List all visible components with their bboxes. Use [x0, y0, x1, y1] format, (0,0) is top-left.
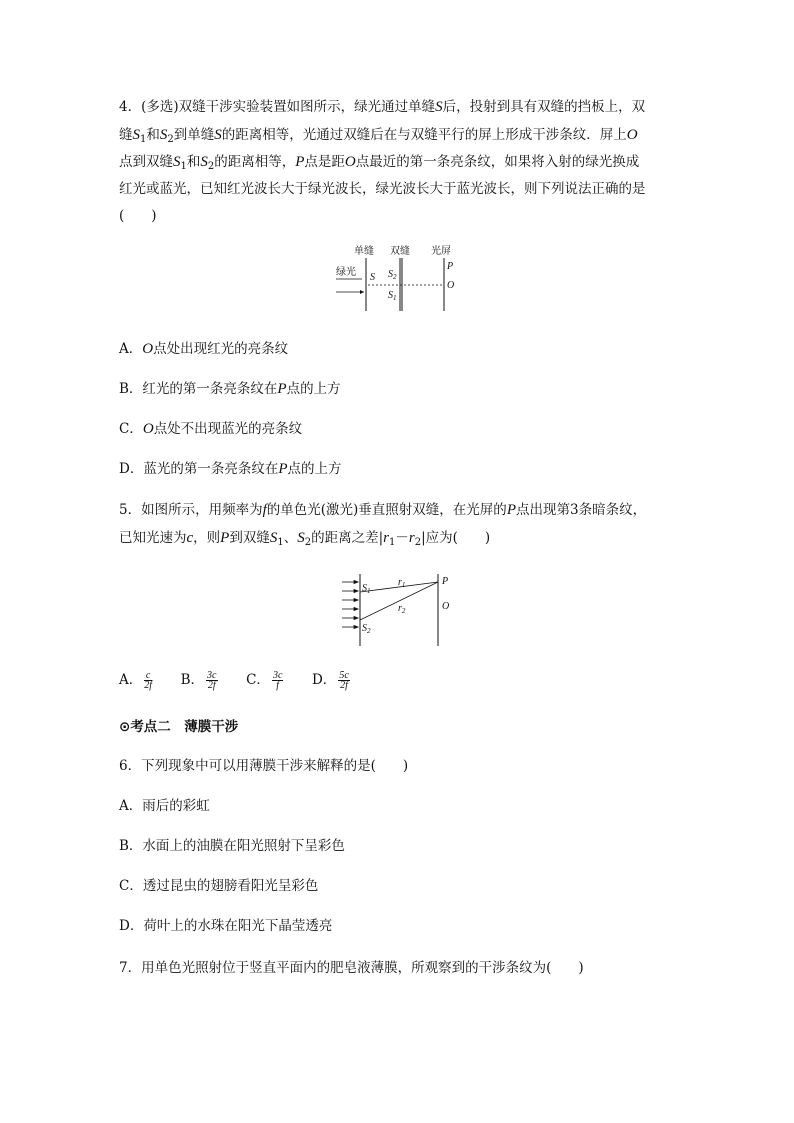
label-S: S — [370, 272, 375, 283]
q4-double-slit-diagram — [330, 240, 470, 315]
arrow-head — [360, 290, 364, 294]
q5-option-d[interactable]: D． $\frac{5c}{2f}$ — [311, 670, 349, 691]
label-r1: $r_1$ — [398, 577, 406, 589]
label-double-slit: 双缝 — [390, 246, 410, 257]
label-screen: 光屏 — [431, 246, 451, 257]
label-S1: S — [362, 583, 367, 594]
q4-option-b[interactable]: B．红光的第一条亮条纹在P点的上方 — [119, 381, 341, 397]
label-P: P — [442, 576, 449, 587]
q5-option-a[interactable]: A． $\frac{c}{2f}$ — [119, 670, 153, 691]
q4-line-5: ( ) — [119, 208, 157, 224]
q6-option-a[interactable]: A．雨后的彩虹 — [119, 798, 210, 814]
q6-option-c[interactable]: C．透过昆虫的翅膀看阳光呈彩色 — [119, 878, 319, 894]
q4-line-2: 缝$S_1$和$S_2$到单缝S的距离相等，光通过双缝后在与双缝平行的屏上形成干涉条纹．屏上O — [119, 127, 638, 145]
q5-option-c[interactable]: C． $\frac{3c}{f}$ — [246, 670, 283, 691]
section-title: 考点二 薄膜干涉 — [130, 719, 239, 735]
label-r2: $r_2$ — [398, 603, 406, 615]
label-S1: $S_1$ — [388, 290, 397, 302]
q4-option-c[interactable]: C．O点处不出现蓝光的亮条纹 — [119, 421, 303, 437]
q6-option-d[interactable]: D．荷叶上的水珠在阳光下晶莹透亮 — [119, 918, 333, 934]
q4-option-a[interactable]: A．O点处出现红光的亮条纹 — [119, 341, 289, 357]
label-S2: $S_2$ — [362, 623, 371, 635]
section-heading — [119, 715, 238, 735]
q4-line-4: 红光或蓝光，已知红光波长大于绿光波长，绿光波长大于蓝光波长，则下列说法正确的是 — [119, 181, 646, 197]
label-O: O — [442, 601, 450, 612]
q4-line-3: 点到双缝$S_1$和$S_2$的距离相等，P点是距O点最近的第一条亮条纹，如果将入射的绿光换成 — [119, 154, 640, 172]
target-icon: ⊙ — [119, 719, 131, 735]
q7-stem: 7．用单色光照射位于竖直平面内的肥皂液薄膜，所观察到的干涉条纹为( ) — [119, 960, 584, 976]
q5-line-1: 5．如图所示，用频率为f的单色光(激光)垂直照射双缝，在光屏的P点出现第3条暗条纹， — [119, 502, 647, 518]
q6-stem: 6．下列现象中可以用薄膜干涉来解释的是( ) — [119, 758, 409, 774]
q5-option-b[interactable]: B． $\frac{3c}{2f}$ — [180, 670, 217, 691]
label-O: O — [447, 280, 455, 291]
q4-line-1: 4．(多选)双缝干涉实验装置如图所示，绿光通过单缝S后，投射到具有双缝的挡板上，双 — [119, 99, 646, 115]
q5-double-slit-diagram — [338, 570, 463, 650]
incident-arrows — [342, 581, 358, 629]
label-P: P — [447, 261, 454, 272]
label-green-light: 绿光 — [336, 267, 356, 278]
q4-option-d[interactable]: D．蓝光的第一条亮条纹在P点的上方 — [119, 461, 342, 477]
q5-line-2: 已知光速为c，则P到双缝$S_1$、$S_2$的距离之差$|r_1-r_2|$应为( ) — [119, 530, 491, 548]
label-single-slit: 单缝 — [354, 246, 374, 257]
label-S2: $S_2$ — [388, 269, 397, 281]
q5-options — [119, 670, 352, 690]
q6-option-b[interactable]: B．水面上的油膜在阳光照射下呈彩色 — [119, 838, 345, 854]
